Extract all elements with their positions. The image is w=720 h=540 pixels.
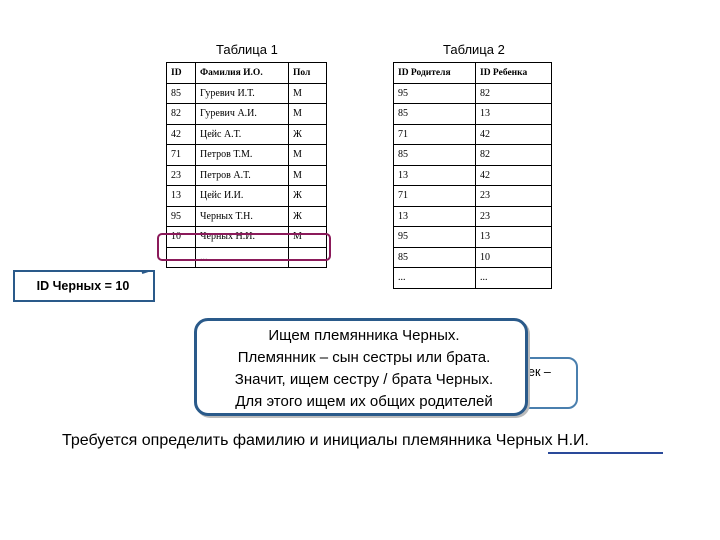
bubble-line-3: Значит, ищем сестру / брата Черных. xyxy=(234,371,494,388)
cell-sex: М xyxy=(289,83,327,104)
background-bubble-text: ек – xyxy=(528,365,551,379)
cell-id: 13 xyxy=(167,186,196,207)
table-row xyxy=(167,186,327,207)
table-header-row xyxy=(167,63,327,84)
cell-parent: ... xyxy=(394,268,476,289)
table-row xyxy=(167,145,327,166)
cell-id: 42 xyxy=(167,124,196,145)
header-parent-id: ID Родителя xyxy=(394,63,476,84)
cell-id: 95 xyxy=(167,206,196,227)
cell-sex: М xyxy=(289,165,327,186)
cell-sex: М xyxy=(289,145,327,166)
table-row xyxy=(167,83,327,104)
cell-child: 82 xyxy=(476,83,552,104)
bubble-line-2: Племянник – сын сестры или брата. xyxy=(237,349,491,366)
cell-parent: 13 xyxy=(394,206,476,227)
cell-child: 23 xyxy=(476,186,552,207)
cell-id: 82 xyxy=(167,104,196,125)
cell-sex: Ж xyxy=(289,124,327,145)
cell-parent: 85 xyxy=(394,247,476,268)
cell-name: Петров А.Т. xyxy=(196,165,289,186)
cell-name: Петров Т.М. xyxy=(196,145,289,166)
header-child-id: ID Ребенка xyxy=(476,63,552,84)
cell-parent: 95 xyxy=(394,83,476,104)
cell-child: 42 xyxy=(476,165,552,186)
table-row xyxy=(394,165,552,186)
cell-name: Черных Т.Н. xyxy=(196,206,289,227)
cell-sex: Ж xyxy=(289,206,327,227)
cell-parent: 71 xyxy=(394,124,476,145)
bubble-line-1: Ищем племянника Черных. xyxy=(268,327,460,344)
header-name: Фамилия И.О. xyxy=(196,63,289,84)
table-row xyxy=(167,104,327,125)
table-row xyxy=(394,247,552,268)
task-underline xyxy=(548,452,663,454)
table-row xyxy=(394,145,552,166)
cell-child: 13 xyxy=(476,104,552,125)
callout-text: ID Черных = 10 xyxy=(36,279,130,293)
explanation-bubble xyxy=(194,318,528,416)
table-row xyxy=(394,227,552,248)
table-relations xyxy=(393,62,552,289)
cell-id: 71 xyxy=(167,145,196,166)
cell-child: 13 xyxy=(476,227,552,248)
table-row xyxy=(394,206,552,227)
cell-name: Цейс А.Т. xyxy=(196,124,289,145)
cell-name: Черных Н.И. xyxy=(196,227,289,248)
cell-parent: 85 xyxy=(394,145,476,166)
table-row xyxy=(394,124,552,145)
cell-parent: 13 xyxy=(394,165,476,186)
cell-parent: 71 xyxy=(394,186,476,207)
table1-caption: Таблица 1 xyxy=(216,42,278,57)
table-row xyxy=(167,165,327,186)
table2-caption: Таблица 2 xyxy=(443,42,505,57)
cell-child: 42 xyxy=(476,124,552,145)
cell-child: 82 xyxy=(476,145,552,166)
cell-name: Гуревич А.И. xyxy=(196,104,289,125)
cell-id: 10 xyxy=(167,227,196,248)
cell-id: 85 xyxy=(167,83,196,104)
row-highlight xyxy=(157,233,331,261)
cell-sex: М xyxy=(289,104,327,125)
table-row xyxy=(394,83,552,104)
cell-sex: М xyxy=(289,227,327,248)
cell-parent: 95 xyxy=(394,227,476,248)
task-text: Требуется определить фамилию и инициалы племянника Черных Н.И. xyxy=(62,432,589,449)
cell-sex: Ж xyxy=(289,186,327,207)
cell-name: ... xyxy=(196,247,289,268)
table-row xyxy=(394,268,552,289)
cell-child: ... xyxy=(476,268,552,289)
header-sex: Пол xyxy=(289,63,327,84)
table-row xyxy=(394,186,552,207)
table-row xyxy=(394,104,552,125)
cell-child: 23 xyxy=(476,206,552,227)
table-row xyxy=(167,124,327,145)
header-id: ID xyxy=(167,63,196,84)
id-callout xyxy=(12,270,156,302)
cell-child: 10 xyxy=(476,247,552,268)
cell-id: 23 xyxy=(167,165,196,186)
table-header-row xyxy=(394,63,552,84)
cell-name: Цейс И.И. xyxy=(196,186,289,207)
table-row xyxy=(167,206,327,227)
cell-name: Гуревич И.Т. xyxy=(196,83,289,104)
bubble-line-4: Для этого ищем их общих родителей xyxy=(235,393,493,410)
cell-parent: 85 xyxy=(394,104,476,125)
